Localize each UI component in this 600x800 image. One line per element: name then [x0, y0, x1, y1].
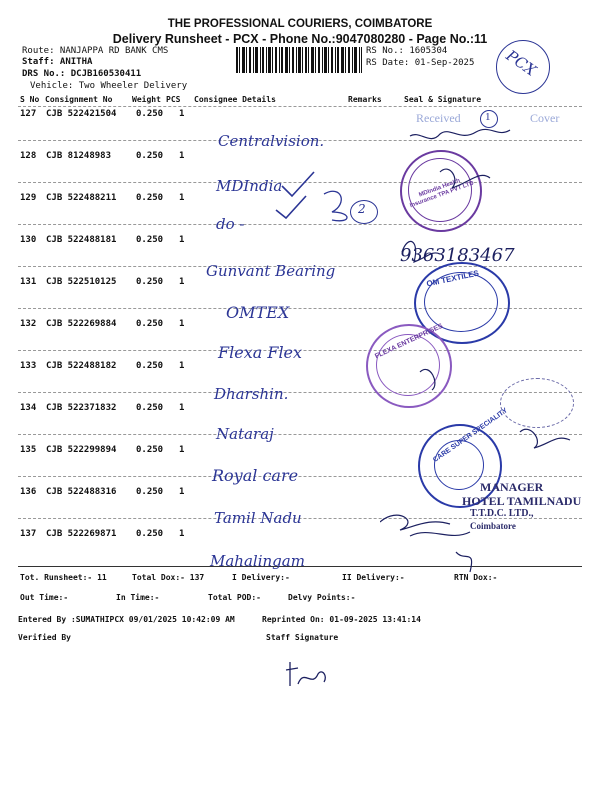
row-pcs: 1 [179, 403, 185, 413]
ttdc-text: T.T.D.C. LTD., [470, 508, 534, 519]
received-text: Received [416, 111, 461, 125]
row-weight: 0.250 [136, 319, 164, 329]
handwritten-consignee: Mahalingam [210, 552, 305, 570]
row-weight: 0.250 [136, 277, 164, 287]
row-weight: 0.250 [136, 445, 164, 455]
row-sno: 128 [20, 151, 37, 161]
row-pcs: 1 [179, 193, 185, 203]
drs-number: DRS No.: DCJB160530411 [22, 69, 142, 79]
rtn-dox: RTN Dox:- [454, 573, 498, 582]
row-sno: 127 [20, 109, 37, 119]
total-pod: Total POD:- [208, 593, 261, 602]
handwritten-consignee: Nataraj [216, 425, 274, 443]
row-weight: 0.250 [136, 235, 164, 245]
row-sno: 134 [20, 403, 37, 413]
coimbatore-text: Coimbatore [470, 521, 516, 531]
row-sno: 135 [20, 445, 37, 455]
company-name: THE PROFESSIONAL COURIERS, COIMBATORE [167, 18, 433, 30]
row-sno: 133 [20, 361, 37, 371]
handwritten-consignee: Flexa Flex [218, 343, 303, 362]
row-weight: 0.250 [136, 403, 164, 413]
row-consignment: CJB 522488181 [46, 235, 117, 245]
circled-number-text: 2 [358, 202, 366, 216]
signature-scribbles [380, 122, 580, 582]
vehicle-label: Vehicle: Two Wheeler Delivery [30, 81, 188, 91]
mdindia-text: MDIndia Health Insurance TPA PVT LTD [409, 178, 475, 210]
row-weight: 0.250 [136, 151, 164, 161]
row-weight: 0.250 [136, 193, 164, 203]
header-divider [18, 106, 582, 107]
row-pcs: 1 [179, 109, 185, 119]
runsheet-title: Delivery Runsheet - PCX - Phone No.:9047080280 - Page No.:11 [112, 32, 488, 46]
row-consignment: CJB 522510125 [46, 277, 117, 287]
row-pcs: 1 [179, 361, 185, 371]
care-text: CARE SUPER SPECIALITY [432, 407, 510, 464]
row-consignment: CJB 522269871 [46, 529, 117, 539]
received-count: 1 [485, 111, 491, 123]
row-consignment: CJB 81248983 [46, 151, 112, 161]
cover-text: Cover [530, 111, 560, 125]
delvy-points: Delvy Points:- [288, 593, 356, 602]
verified-by: Verified By [18, 633, 71, 642]
col-pcs: PCS [166, 95, 181, 104]
route-label: Route: NANJAPPA RD BANK CMS [22, 46, 169, 56]
row-pcs: 1 [179, 151, 185, 161]
tot-runsheet: Tot. Runsheet:- 11 [20, 573, 107, 582]
row-weight: 0.250 [136, 109, 164, 119]
handwritten-consignee: Royal care [212, 466, 299, 485]
col-seal: Seal & Signature [404, 95, 482, 104]
col-remarks: Remarks [348, 95, 382, 104]
hotel-text: HOTEL TAMILNADU [462, 494, 582, 508]
row-pcs: 1 [179, 487, 185, 497]
row-pcs: 1 [179, 277, 185, 287]
table-row [18, 109, 588, 123]
col-consignee: Consignee Details [194, 95, 276, 104]
rs-number: RS No.: 1605304 [366, 46, 448, 56]
ii-delivery: II Delivery:- [342, 573, 405, 582]
row-sno: 137 [20, 529, 37, 539]
handwritten-consignee: MDIndia [216, 177, 283, 195]
col-weight: Weight [132, 95, 161, 104]
row-consignment: CJB 522269884 [46, 319, 117, 329]
handwritten-consignee: OMTEX [226, 303, 290, 322]
row-consignment: CJB 522488182 [46, 361, 117, 371]
row-pcs: 1 [179, 445, 185, 455]
row-consignment: CJB 522371832 [46, 403, 117, 413]
reprinted-on: Reprinted On: 01-09-2025 13:41:14 [262, 615, 421, 624]
row-weight: 0.250 [136, 361, 164, 371]
row-pcs: 1 [179, 235, 185, 245]
row-sno: 136 [20, 487, 37, 497]
row-sno: 132 [20, 319, 37, 329]
barcode [236, 47, 362, 73]
row-consignment: CJB 522421504 [46, 109, 117, 119]
pcx-handwritten: PCX [502, 46, 540, 80]
col-consignment: Consignment No [45, 95, 113, 104]
row-sno: 130 [20, 235, 37, 245]
handwritten-consignee: Gunvant Bearing [206, 262, 336, 280]
barcode-graphic [236, 47, 362, 73]
rs-date: RS Date: 01-Sep-2025 [366, 58, 475, 68]
row-sno: 129 [20, 193, 37, 203]
row-weight: 0.250 [136, 487, 164, 497]
row-pcs: 1 [179, 319, 185, 329]
staff-signature-label: Staff Signature [266, 633, 339, 642]
handwritten-consignee: Centralvision. [218, 132, 325, 150]
staff-signature [284, 658, 332, 690]
row-weight: 0.250 [136, 529, 164, 539]
in-time: In Time:- [116, 593, 160, 602]
handwritten-consignee: do - [216, 215, 245, 233]
manager-text: MANAGER [480, 480, 544, 494]
i-delivery: I Delivery:- [232, 573, 290, 582]
row-consignment: CJB 522299894 [46, 445, 117, 455]
tick-marks [262, 164, 362, 224]
out-time: Out Time:- [20, 593, 69, 602]
handwritten-consignee: Tamil Nadu [214, 509, 302, 527]
row-sno: 131 [20, 277, 37, 287]
col-sno: S No [20, 95, 40, 104]
flexa-text: FLEXA ENTERPRISES [373, 322, 445, 361]
row-pcs: 1 [179, 529, 185, 539]
row-consignment: CJB 522488316 [46, 487, 117, 497]
handwritten-phone: 9363183467 [400, 245, 515, 266]
handwritten-consignee: Dharshin. [214, 385, 289, 403]
row-consignment: CJB 522488211 [46, 193, 117, 203]
entered-by: Entered By :SUMATHIPCX 09/01/2025 10:42:09 AM [18, 615, 235, 624]
total-dox: Total Dox:- 137 [132, 573, 205, 582]
textiles-text: OM TEXTILES [425, 268, 480, 289]
staff-label: Staff: ANITHA [22, 57, 93, 67]
